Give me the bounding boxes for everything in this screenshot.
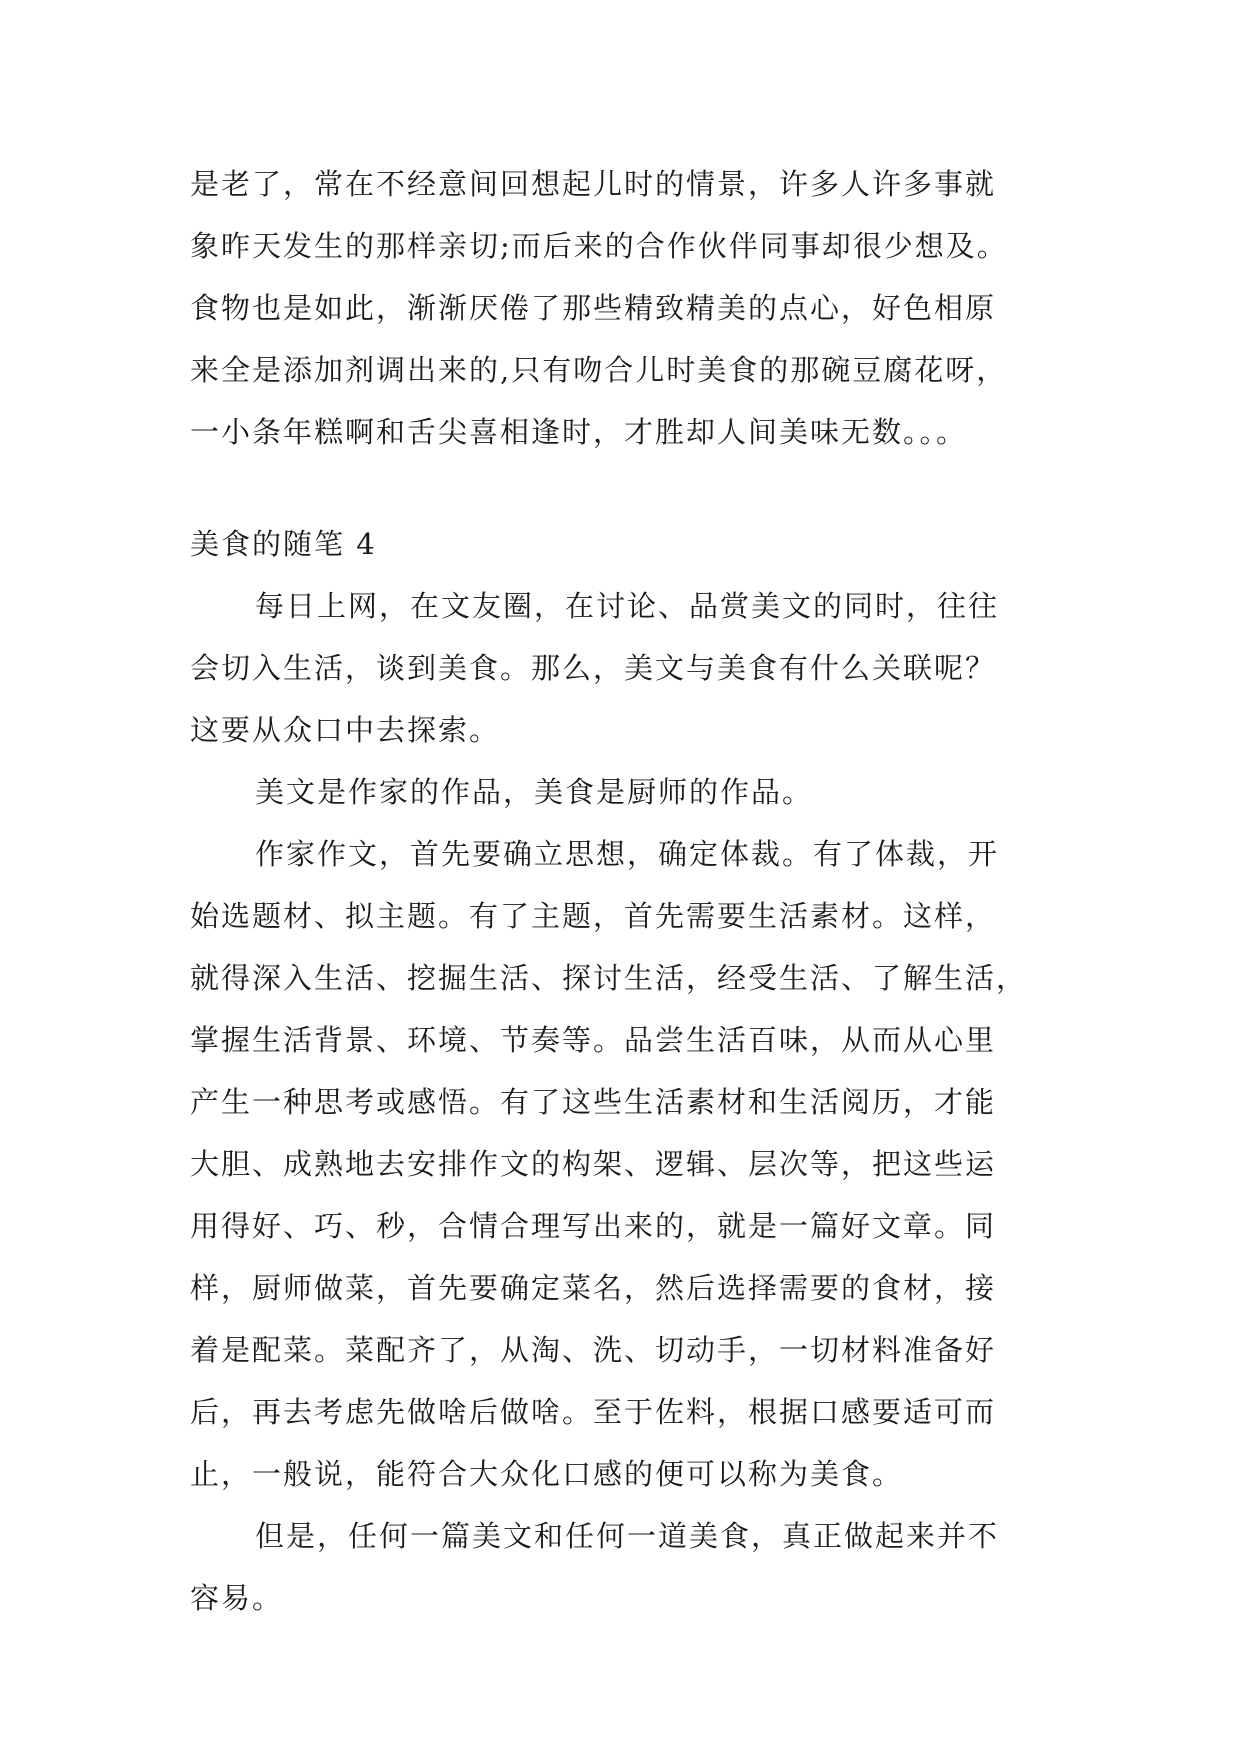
body-line-11: 用得好、巧、秒，合情合理写出来的，就是一篇好文章。同 bbox=[190, 1209, 997, 1243]
intro-line-2: 象昨天发生的那样亲切;而后来的合作伙伴同事却很少想及。 bbox=[190, 229, 1008, 263]
body-line-13: 着是配菜。菜配齐了，从淘、洗、切动手，一切材料准备好 bbox=[190, 1333, 997, 1367]
section-title: 美食的随笔 4 bbox=[190, 527, 377, 561]
intro-line-5: 一小条年糕啊和舌尖喜相逢时，才胜却人间美味无数。。。 bbox=[190, 415, 968, 449]
body-line-8: 掌握生活背景、环境、节奏等。品尝生活百味，从而从心里 bbox=[190, 1023, 997, 1057]
body-line-7: 就得深入生活、挖掘生活、探讨生活，经受生活、了解生活， bbox=[190, 961, 1028, 995]
body-line-12: 样，厨师做菜，首先要确定菜名，然后选择需要的食材，接 bbox=[190, 1271, 997, 1305]
intro-line-4: 来全是添加剂调出来的,只有吻合儿时美食的那碗豆腐花呀， bbox=[190, 353, 1008, 387]
body-line-4: 美文是作家的作品，美食是厨师的作品。 bbox=[255, 775, 814, 809]
body-line-9: 产生一种思考或感悟。有了这些生活素材和生活阅历，才能 bbox=[190, 1085, 997, 1119]
intro-line-1: 是老了，常在不经意间回想起儿时的情景，许多人许多事就 bbox=[190, 167, 997, 201]
intro-line-3: 食物也是如此，渐渐厌倦了那些精致精美的点心，好色相原 bbox=[190, 291, 997, 325]
body-line-15: 止，一般说，能符合大众化口感的便可以称为美食。 bbox=[190, 1457, 904, 1491]
body-line-16: 但是，任何一篇美文和任何一道美食，真正做起来并不 bbox=[255, 1519, 1000, 1553]
body-line-5: 作家作文，首先要确立思想，确定体裁。有了体裁，开 bbox=[255, 837, 1000, 871]
body-line-10: 大胆、成熟地去安排作文的构架、逻辑、层次等，把这些运 bbox=[190, 1147, 997, 1181]
body-line-14: 后，再去考虑先做啥后做啥。至于佐料，根据口感要适可而 bbox=[190, 1395, 997, 1429]
body-line-2: 会切入生活，谈到美食。那么，美文与美食有什么关联呢？ bbox=[190, 651, 997, 685]
body-line-6: 始选题材、拟主题。有了主题，首先需要生活素材。这样， bbox=[190, 899, 997, 933]
body-line-17: 容易。 bbox=[190, 1581, 284, 1615]
body-line-1: 每日上网，在文友圈，在讨论、品赏美文的同时，往往 bbox=[255, 589, 1000, 623]
body-line-3: 这要从众口中去探索。 bbox=[190, 713, 501, 747]
